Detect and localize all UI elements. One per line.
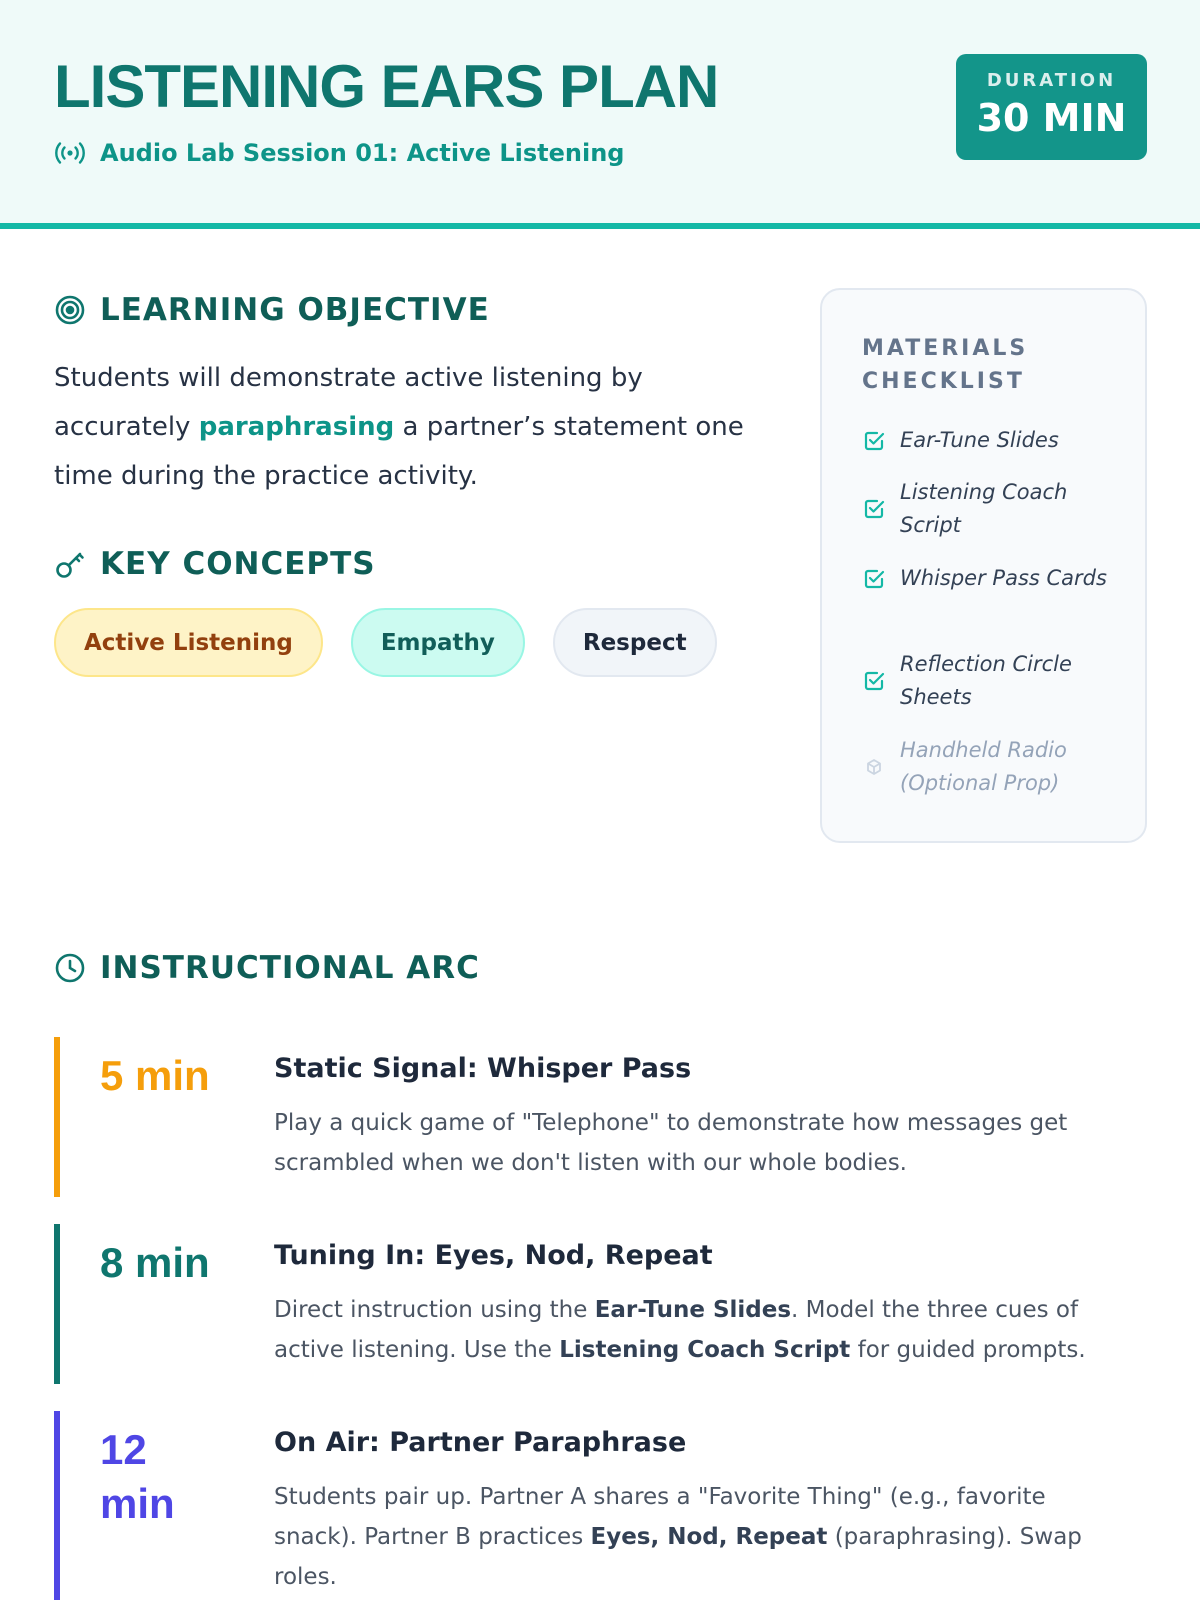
key-concepts-heading <box>54 546 376 582</box>
session-subtitle-text: Audio Lab Session 01: Active Listening <box>100 139 625 167</box>
materials-item-label: Reflection Circle Sheets <box>900 652 1072 709</box>
concept-chip: Active Listening <box>54 608 323 677</box>
materials-item[interactable] <box>862 424 1122 457</box>
arc-step-description: Students pair up. Partner A shares a "Favorite Thing" (e.g., favorite snack). Partner B practices Eyes, Nod, Repeat (paraphrasing). Swap roles. <box>274 1484 1082 1590</box>
concept-chip: Empathy <box>351 608 525 677</box>
arc-step-description: Play a quick game of "Telephone" to demonstrate how messages get scrambled when we don't listen with our whole bodies. <box>274 1110 1068 1176</box>
arc-step-time: 5 min <box>100 1052 210 1099</box>
learning-objective-text <box>54 354 754 501</box>
materials-item-optional[interactable] <box>862 734 1122 800</box>
arc-step-title: Tuning In: Eyes, Nod, Repeat <box>274 1240 713 1271</box>
arc-step-emphasis: Ear-Tune Slides <box>594 1297 792 1323</box>
instructional-arc-heading-text: INSTRUCTIONAL ARC <box>100 950 480 986</box>
arc-step <box>54 1037 1147 1197</box>
key-concepts-heading-text: KEY CONCEPTS <box>100 546 376 582</box>
checked-box-icon <box>862 567 886 591</box>
clock-icon <box>54 952 86 984</box>
learning-objective-heading <box>54 292 490 328</box>
materials-item[interactable] <box>862 562 1122 595</box>
objective-highlight: paraphrasing <box>198 412 395 442</box>
cube-icon <box>862 755 886 779</box>
checked-box-icon <box>862 497 886 521</box>
objective-text-after: a partner’s statement one time during the practice activity. <box>54 412 744 491</box>
arc-step-title: Static Signal: Whisper Pass <box>274 1053 692 1084</box>
materials-checklist-heading: MATERIALS CHECKLIST <box>862 336 1029 394</box>
materials-item-label: Handheld Radio (Optional Prop) <box>900 738 1067 795</box>
arc-step-emphasis: Listening Coach Script <box>559 1337 851 1363</box>
session-subtitle <box>54 138 624 168</box>
concept-chip: Respect <box>553 608 717 677</box>
materials-item[interactable] <box>862 476 1122 542</box>
target-icon <box>54 294 86 326</box>
learning-objective-heading-text: LEARNING OBJECTIVE <box>100 292 490 328</box>
arc-step-emphasis: Eyes, Nod, Repeat <box>590 1524 828 1550</box>
duration-label: DURATION <box>986 70 1117 91</box>
materials-item[interactable] <box>862 648 1122 714</box>
materials-checklist-card <box>820 288 1147 843</box>
page-header <box>0 0 1200 229</box>
duration-badge <box>956 54 1147 160</box>
checked-box-icon <box>862 429 886 453</box>
arc-step-time: 8 min <box>100 1239 210 1286</box>
checked-box-icon <box>862 669 886 693</box>
arc-step <box>54 1224 1147 1384</box>
materials-item-label: Listening Coach Script <box>900 480 1068 537</box>
key-icon <box>54 548 86 580</box>
instructional-arc-heading <box>54 950 480 986</box>
materials-item-label: Ear-Tune Slides <box>900 428 1059 452</box>
materials-item-label: Whisper Pass Cards <box>900 566 1107 590</box>
objective-text-before: Students will demonstrate active listening by accurately <box>54 363 643 442</box>
arc-step-time: 12 min <box>100 1426 175 1527</box>
arc-step-description: Direct instruction using the Ear-Tune Slides. Model the three cues of active listening. Use the Listening Coach Script for guided prompts. <box>274 1297 1086 1363</box>
duration-value: 30 MIN <box>976 96 1127 140</box>
broadcast-icon <box>54 140 86 166</box>
arc-step-title: On Air: Partner Paraphrase <box>274 1427 687 1458</box>
arc-step <box>54 1411 1147 1600</box>
page-title: LISTENING EARS PLAN <box>54 53 719 120</box>
key-concepts-list <box>54 608 717 677</box>
